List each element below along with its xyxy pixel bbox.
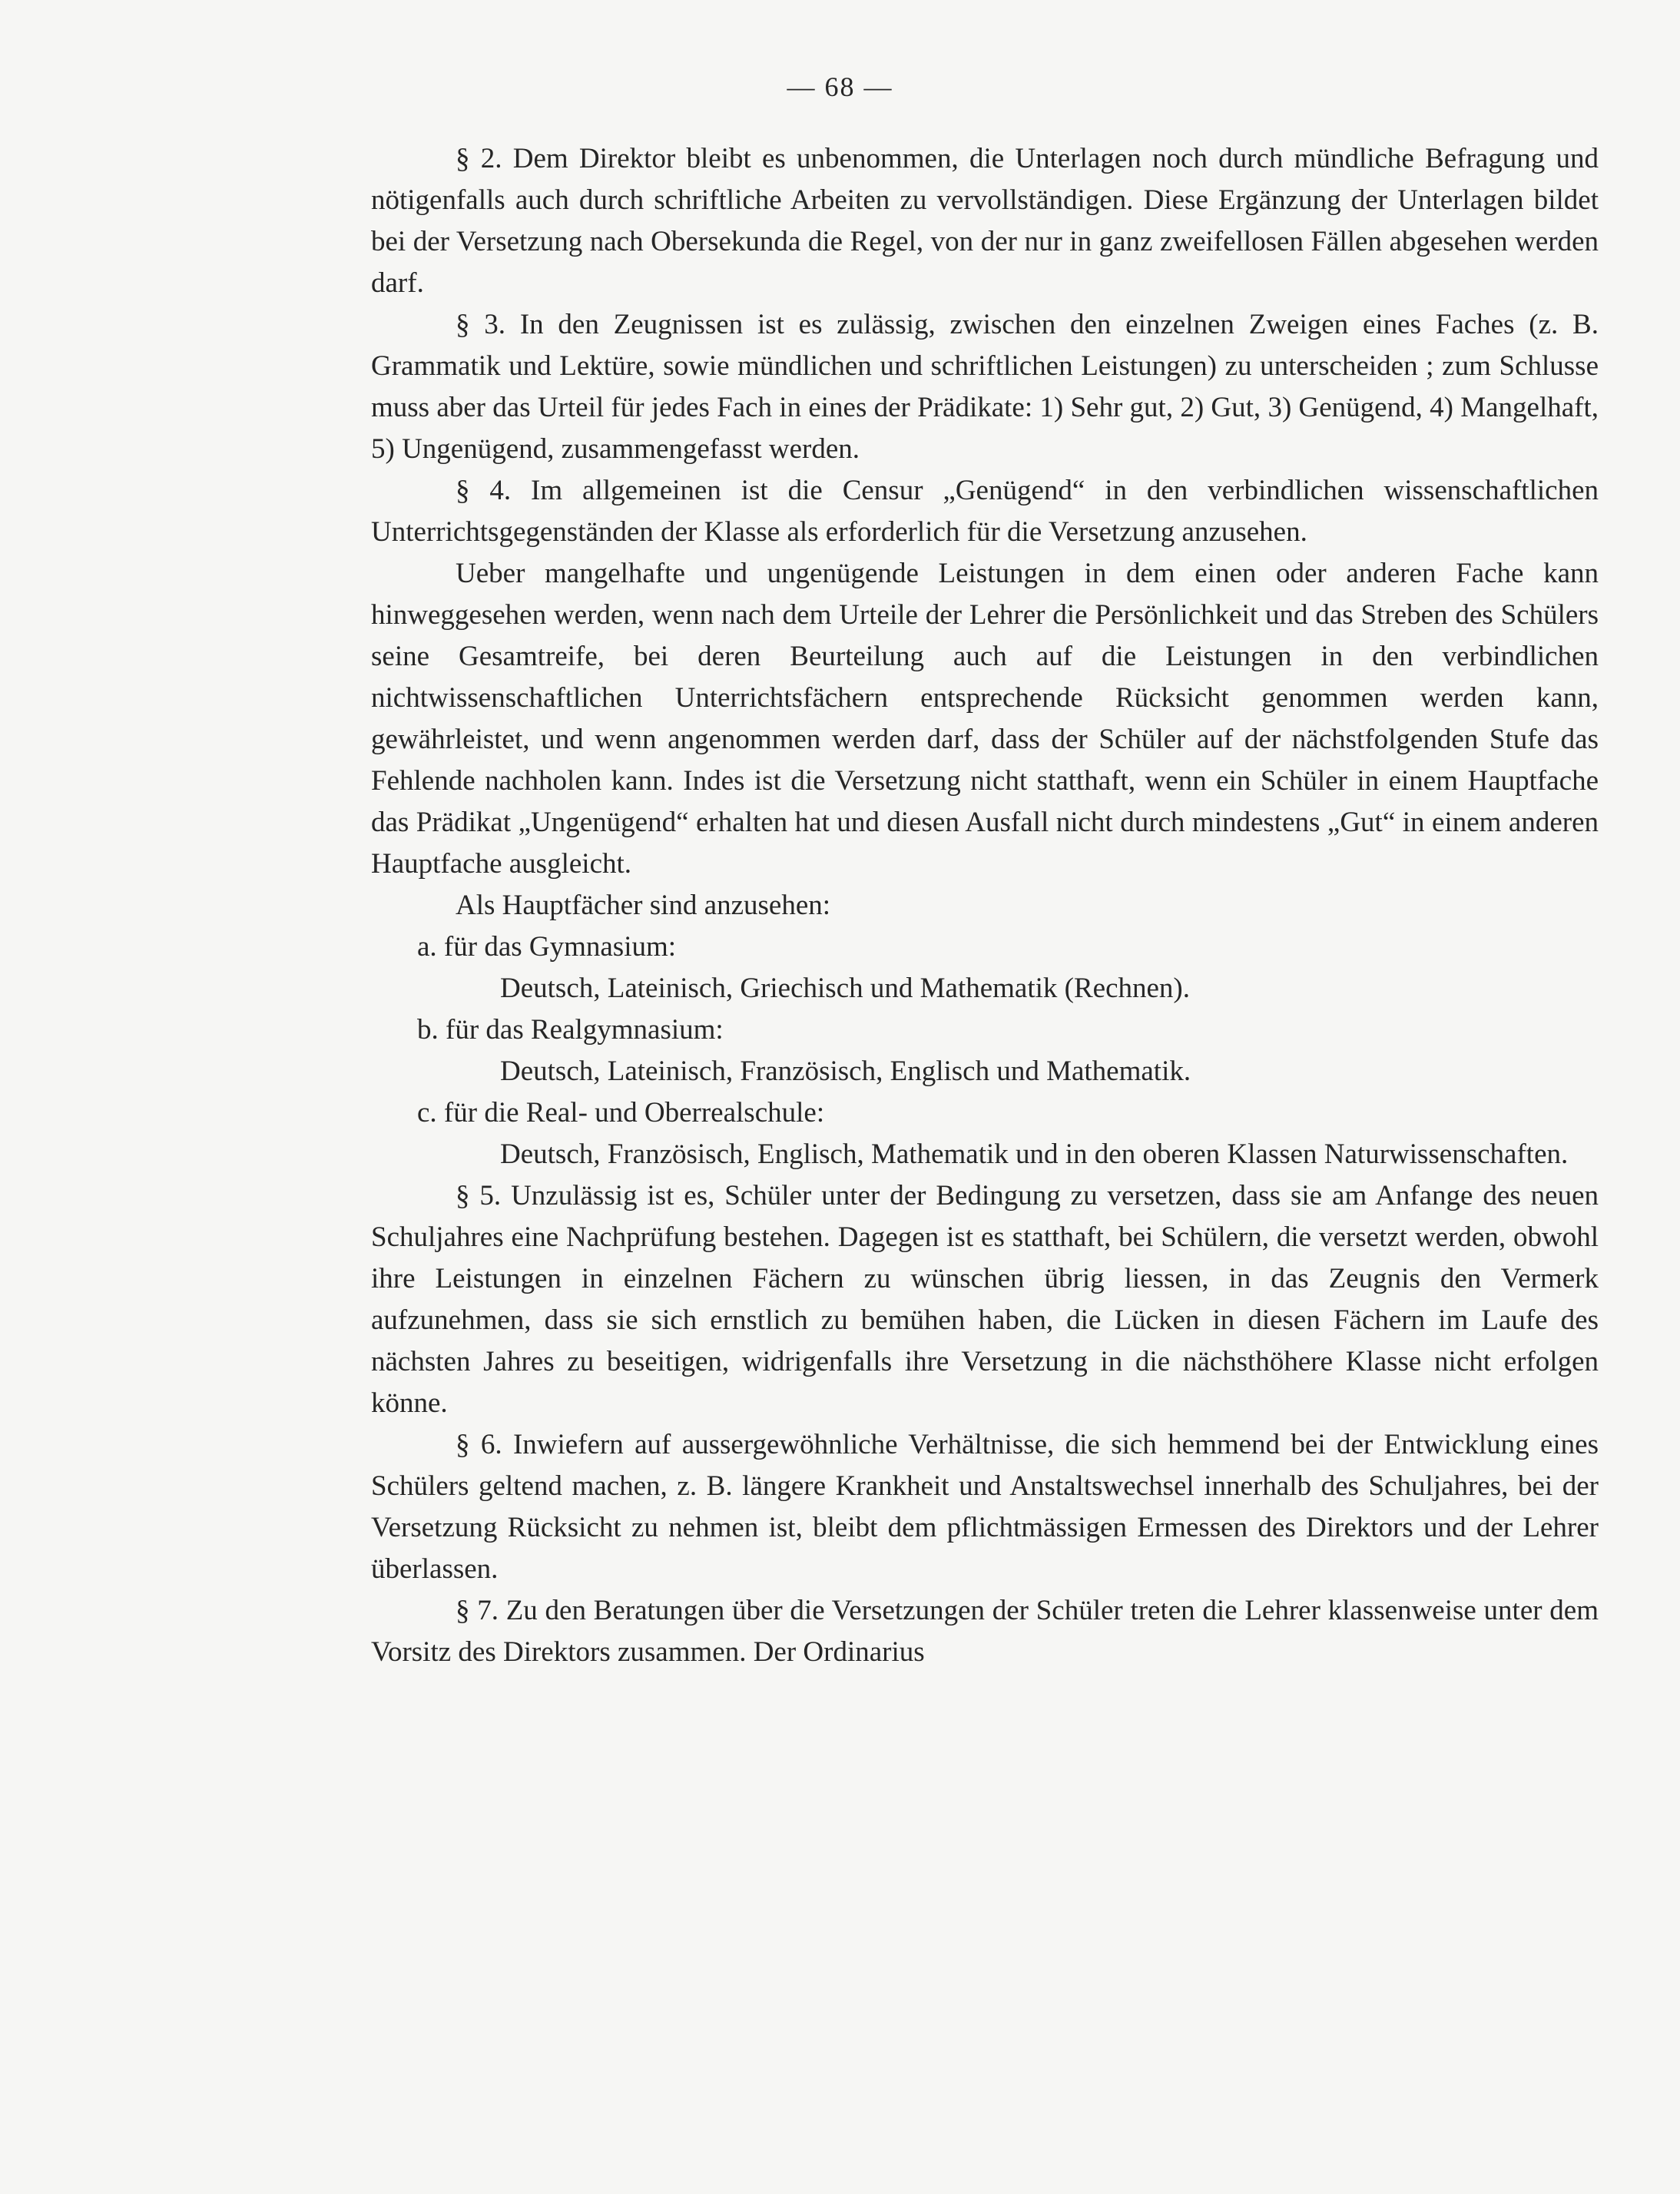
document-body — [371, 138, 1599, 1673]
paragraph-section-4: § 4. Im allgemeinen ist die Censur „Genügend“ in den verbindlichen wissenschaftlichen Unterrichtsgegenständen der Klasse als erforderlich für die Versetzung anzusehen. — [371, 475, 1599, 548]
list-content-realgymnasium: Deutsch, Lateinisch, Französisch, Englisch und Mathematik. — [500, 1056, 1191, 1087]
page-number: — 68 — — [787, 71, 893, 102]
paragraph-section-2: § 2. Dem Direktor bleibt es unbenommen, die Unterlagen noch durch mündliche Befragung und nötigenfalls auch durch schriftliche Arbeiten zu vervollständigen. Diese Ergänzung der Unterlagen bildet bei der Versetzung nach Obersekunda die Regel, von der nur in ganz zweifellosen Fällen abgesehen werden darf. — [371, 143, 1599, 299]
list-label-oberrealschule: c. für die Real- und Oberrealschule: — [417, 1097, 825, 1128]
list-label-realgymnasium: b. für das Realgymnasium: — [417, 1014, 724, 1046]
paragraph-section-4-continued: Ueber mangelhafte und ungenügende Leistungen in dem einen oder anderen Fache kann hinweggesehen werden, wenn nach dem Urteile der Lehrer die Persönlichkeit und das Streben des Schülers seine Gesamtreife, bei deren Beurteilung auch auf die Leistungen in den verbindlichen nichtwissenschaftlichen Unterrichtsfächern entsprechende Rücksicht genommen werden kann, gewährleistet, und wenn angenommen werden darf, dass der Schüler auf der nächstfolgenden Stufe das Fehlende nachholen kann. Indes ist die Versetzung nicht statthaft, wenn ein Schüler in einem Hauptfache das Prädikat „Ungenügend“ erhalten hat und diesen Ausfall nicht durch mindestens „Gut“ in einem anderen Hauptfache ausgleicht. — [371, 558, 1599, 880]
paragraph-section-7: § 7. Zu den Beratungen über die Versetzungen der Schüler treten die Lehrer klassenweise unter dem Vorsitz des Direktors zusammen. Der Ordinarius — [371, 1595, 1599, 1668]
list-content-gymnasium: Deutsch, Lateinisch, Griechisch und Mathematik (Rechnen). — [500, 973, 1190, 1004]
paragraph-section-5: § 5. Unzulässig ist es, Schüler unter der Bedingung zu versetzen, dass sie am Anfange des neuen Schuljahres eine Nachprüfung bestehen. Dagegen ist es statthaft, bei Schülern, die versetzt werden, obwohl ihre Leistungen in einzelnen Fächern zu wünschen übrig liessen, in das Zeugnis den Vermerk aufzunehmen, dass sie sich ernstlich zu bemühen haben, die Lücken in diesen Fächern im Laufe des nächsten Jahres zu beseitigen, widrigenfalls ihre Versetzung in die nächsthöhere Klasse nicht erfolgen könne. — [371, 1180, 1599, 1419]
paragraph-section-3: § 3. In den Zeugnissen ist es zulässig, zwischen den einzelnen Zweigen eines Faches (z. B. Grammatik und Lektüre, sowie mündlichen und schriftlichen Leistungen) zu unterscheiden ; zum Schlusse muss aber das Urteil für jedes Fach in eines der Prädikate: 1) Sehr gut, 2) Gut, 3) Genügend, 4) Mangelhaft, 5) Ungenügend, zusammengefasst werden. — [371, 309, 1599, 465]
paragraph-section-6: § 6. Inwiefern auf aussergewöhnliche Verhältnisse, die sich hemmend bei der Entwicklung eines Schülers geltend machen, z. B. längere Krankheit und Anstaltswechsel innerhalb des Schuljahres, bei der Versetzung Rücksicht zu nehmen ist, bleibt dem pflichtmässigen Ermessen des Direktors und der Lehrer überlassen. — [371, 1429, 1599, 1585]
list-content-oberrealschule: Deutsch, Französisch, Englisch, Mathematik und in den oberen Klassen Naturwissenschaften. — [500, 1138, 1569, 1170]
hauptfaecher-intro: Als Hauptfächer sind anzusehen: — [456, 890, 831, 921]
list-label-gymnasium: a. für das Gymnasium: — [417, 931, 677, 963]
